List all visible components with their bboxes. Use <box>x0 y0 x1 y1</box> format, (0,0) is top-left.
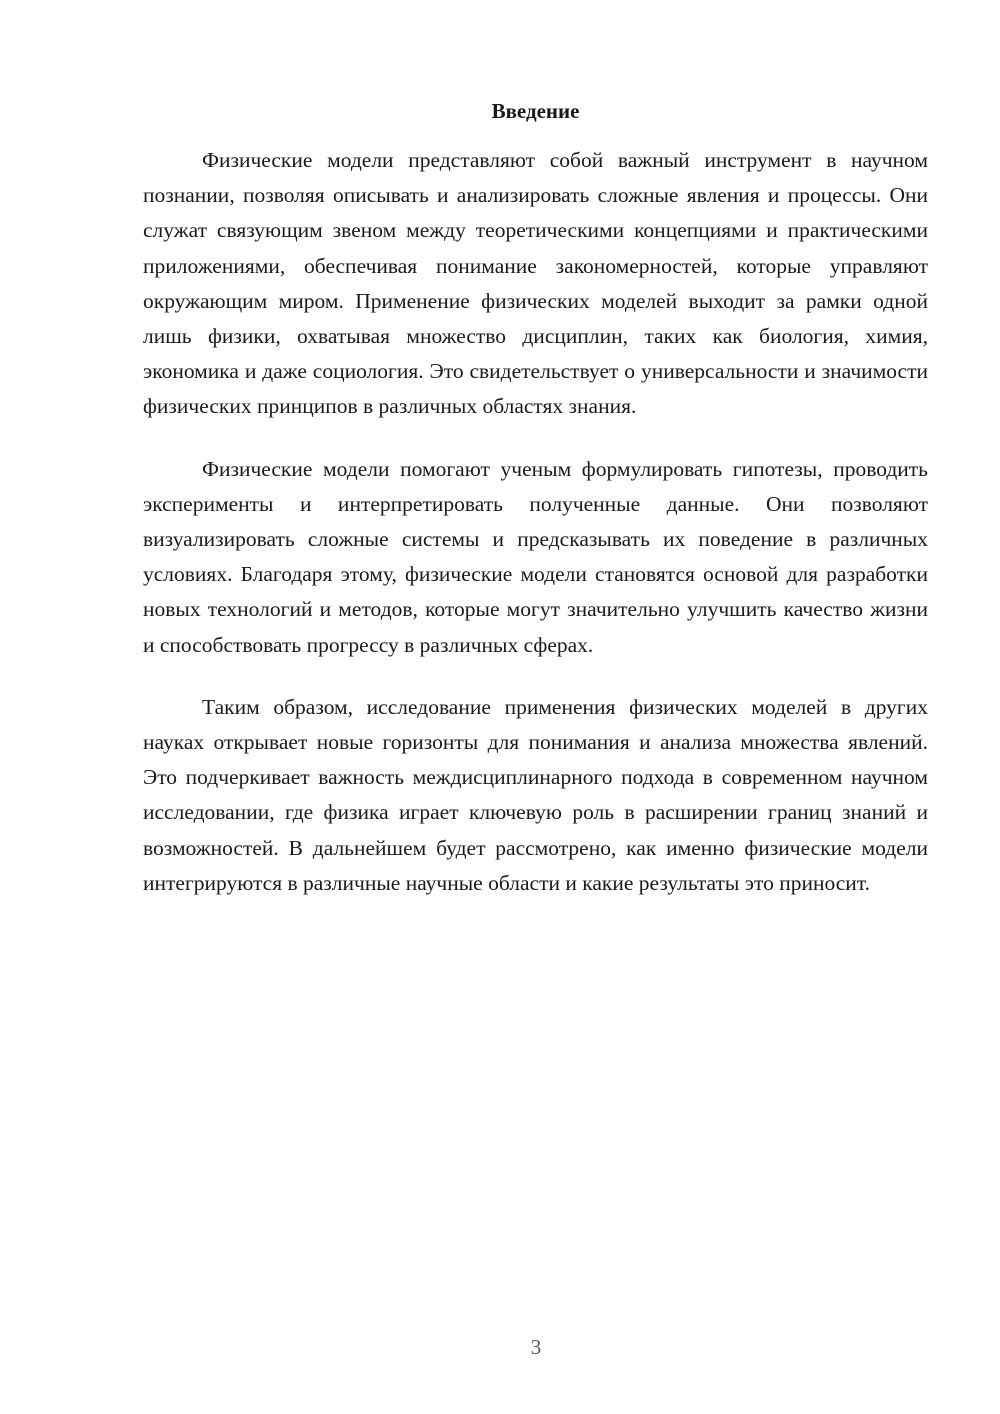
paragraph-1: Физические модели представляют собой важный инструмент в научном познании, позволяя описывать и анализировать сложные явления и процессы. Они служат связующим звеном между теоретическими концепциями и практическими приложениями, обеспечивая понимание закономерностей, которые управляют окружающим миром. Применение физических моделей выходит за рамки одной лишь физики, охватывая множество дисциплин, таких как биология, химия, экономика и даже социология. Это свидетельствует о универсальности и значимости физических принципов в различных областях знания. <box>143 148 928 419</box>
paragraph-2: Физические модели помогают ученым формулировать гипотезы, проводить эксперименты и интерпретировать полученные данные. Они позволяют визуализировать сложные системы и предсказывать их поведение в различных условиях. Благодаря этому, физические модели становятся основой для разработки новых технологий и методов, которые могут значительно улучшить качество жизни и способствовать прогрессу в различных сферах. <box>143 456 928 657</box>
page-number: 3 <box>530 1335 542 1359</box>
paragraph-3: Таким образом, исследование применения физических моделей в других науках открывает новые горизонты для понимания и анализа множества явлений. Это подчеркивает важность междисциплинарного подхода в современном научном исследовании, где физика играет ключевую роль в расширении границ знаний и возможностей. В дальнейшем будет рассмотрено, как именно физические модели интегрируются в различные научные области и какие результаты это приносит. <box>143 694 928 895</box>
section-heading: Введение <box>491 99 580 123</box>
document-body <box>143 143 928 928</box>
